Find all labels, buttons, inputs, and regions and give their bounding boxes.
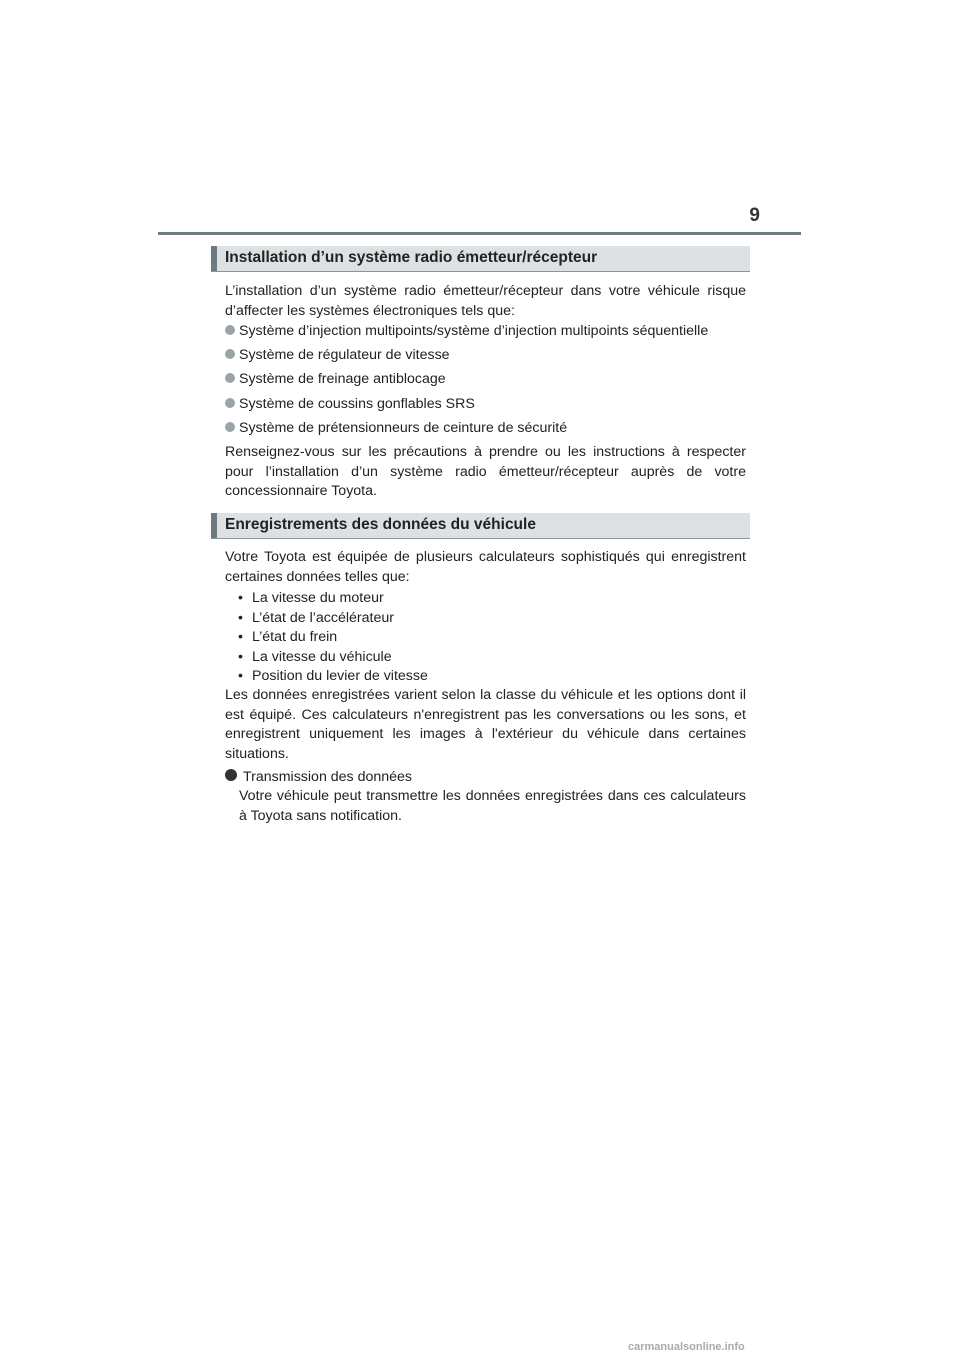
list-item: • La vitesse du véhicule xyxy=(238,648,392,665)
section-header-bar xyxy=(211,513,217,538)
sub-paragraph: Votre véhicule peut transmettre les données enregistrées dans ces calculateurs à Toyota sans notification. xyxy=(239,788,746,824)
list-item: Système de freinage antiblocage xyxy=(225,370,755,390)
bullet-dot-icon xyxy=(225,422,235,432)
bullet-dot-icon xyxy=(225,398,235,408)
sub-heading: Transmission des données xyxy=(225,768,755,788)
section-title: Installation d’un système radio émetteur/récepteur xyxy=(225,249,598,266)
intro-paragraph: L’installation d’un système radio émetteur/récepteur dans votre véhicule risque d’affecter les systèmes électroniques tels que: xyxy=(225,283,746,319)
list-item: • La vitesse du moteur xyxy=(238,590,384,606)
list-item: Système d’injection multipoints/système d’injection multipoints séquentielle xyxy=(225,322,755,342)
page-number: 9 xyxy=(749,205,760,226)
list-item: • L’état du frein xyxy=(238,629,338,645)
intro-paragraph: Votre Toyota est équipée de plusieurs calculateurs sophistiqués qui enregistrent certaines données telles que: xyxy=(225,549,746,585)
body-paragraph: Les données enregistrées varient selon la classe du véhicule et les options dont il est équipé. Ces calculateurs n'enregistrent pas les conversations ou les sons, et enregistrent uniquement les images à l'extérieur du véhicule dans certaines situations. xyxy=(225,687,746,762)
list-item: Système de coussins gonflables SRS xyxy=(225,395,755,415)
section-header-data-recording xyxy=(211,513,750,539)
list-item: • L’état de l’accélérateur xyxy=(238,609,394,626)
list-item: Système de régulateur de vitesse xyxy=(225,346,755,366)
bullet-dot-icon xyxy=(225,349,235,359)
list-item: Système de prétensionneurs de ceinture de sécurité xyxy=(225,419,755,439)
list-item: • Position du levier de vitesse xyxy=(238,668,428,684)
section-header-radio-installation xyxy=(211,246,750,272)
section-title: Enregistrements des données du véhicule xyxy=(225,516,536,533)
bullet-dot-icon xyxy=(225,325,235,335)
bullet-dot-icon xyxy=(225,373,235,383)
watermark: carmanualsonline.info xyxy=(628,1341,745,1353)
recorded-data-list xyxy=(238,589,738,687)
header-rule xyxy=(158,232,801,235)
closing-paragraph: Renseignez-vous sur les précautions à prendre ou les instructions à respecter pour l’installation d’un système radio émetteur/récepteur auprès de votre concessionnaire Toyota. xyxy=(225,444,746,499)
section-header-bar xyxy=(211,246,217,271)
bullet-dot-icon xyxy=(225,769,237,781)
